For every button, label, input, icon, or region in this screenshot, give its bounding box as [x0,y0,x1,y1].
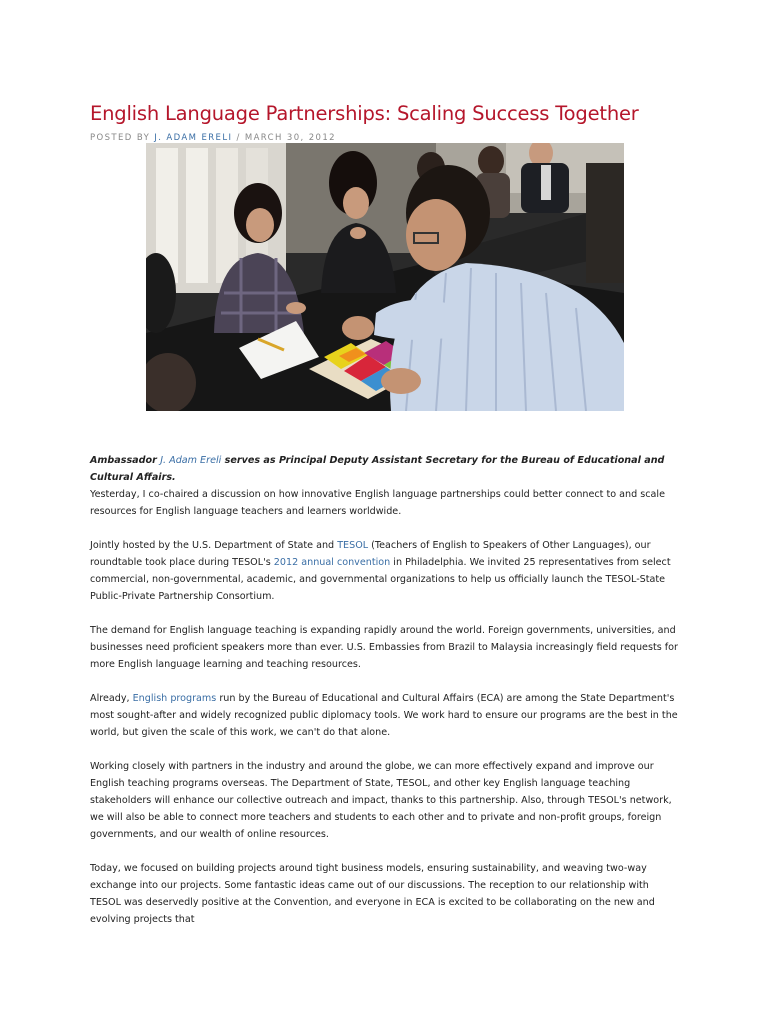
p2-text-c: in Philadelphia. We invited 25 representatives from select commercial, non-governmental, academic, and governmental organizations to help us officially launch the TESOL-State Public-Private Partnership Consortium. [90,557,671,602]
byline-prefix: POSTED BY [90,133,151,143]
article-lede [90,452,680,520]
paragraph-4 [90,690,680,741]
post-title: English Language Partnerships: Scaling Success Together [90,102,639,125]
paragraph-2 [90,537,680,605]
p2-text-b: (Teachers of English to Speakers of Other Languages), our roundtable took place during TESOL's [90,540,651,568]
author-profile-link[interactable]: J. Adam Ereli [160,455,222,466]
lede-prefix: Ambassador [90,455,157,466]
classroom-photo [146,143,624,411]
p4-text-a: Already, [90,693,130,704]
byline-separator: / [236,133,241,143]
paragraph-5: Working closely with partners in the industry and around the globe, we can more effectively expand and improve our English teaching programs overseas. The Department of State, TESOL, and other key English language teaching stakeholders will enhance our collective outreach and impact, thanks to this partnership. Also, through TESOL's network, we will also be able to connect more teachers and students to each other and to private and non-profit groups, foreign governments, and our wealth of online resources. [90,761,672,840]
paragraph-6: Today, we focused on building projects around tight business models, ensuring sustainability, and weaving two-way exchange into our projects. Some fantastic ideas came out of our discussions. The reception to our relationship with TESOL was deservedly positive at the Convention, and everyone in ECA is excited to be collaborating on the new and evolving projects that [90,863,655,925]
article-body [90,452,680,945]
paragraph-3: The demand for English language teaching is expanding rapidly around the world. Foreign governments, universities, and businesses need proficient speakers more than ever. U.S. Embassies from Brazil to Malaysia increasingly field requests for more English language learning and teaching resources. [90,625,678,670]
p2-text-a: Jointly hosted by the U.S. Department of State and [90,540,335,551]
p4-text-b: run by the Bureau of Educational and Cultural Affairs (ECA) are among the State Department's most sought-after and widely recognized public diplomacy tools. We work hard to ensure our programs are the best in the world, but given the scale of this work, we can't do that alone. [90,693,678,738]
annual-convention-link[interactable]: 2012 annual convention [273,557,391,568]
lede-suffix: serves as Principal Deputy Assistant Secretary for the Bureau of Educational and Cultural Affairs. [90,455,665,483]
author-link[interactable]: J. ADAM ERELI [154,133,233,143]
tesol-link[interactable]: TESOL [337,540,369,551]
paragraph-1: Yesterday, I co-chaired a discussion on how innovative English language partnerships could better connect to and scale resources for English language teachers and learners worldwide. [90,489,665,517]
byline [90,133,336,143]
post-date: MARCH 30, 2012 [244,133,336,143]
photo-illustration [146,143,624,411]
english-programs-link[interactable]: English programs [132,693,217,704]
